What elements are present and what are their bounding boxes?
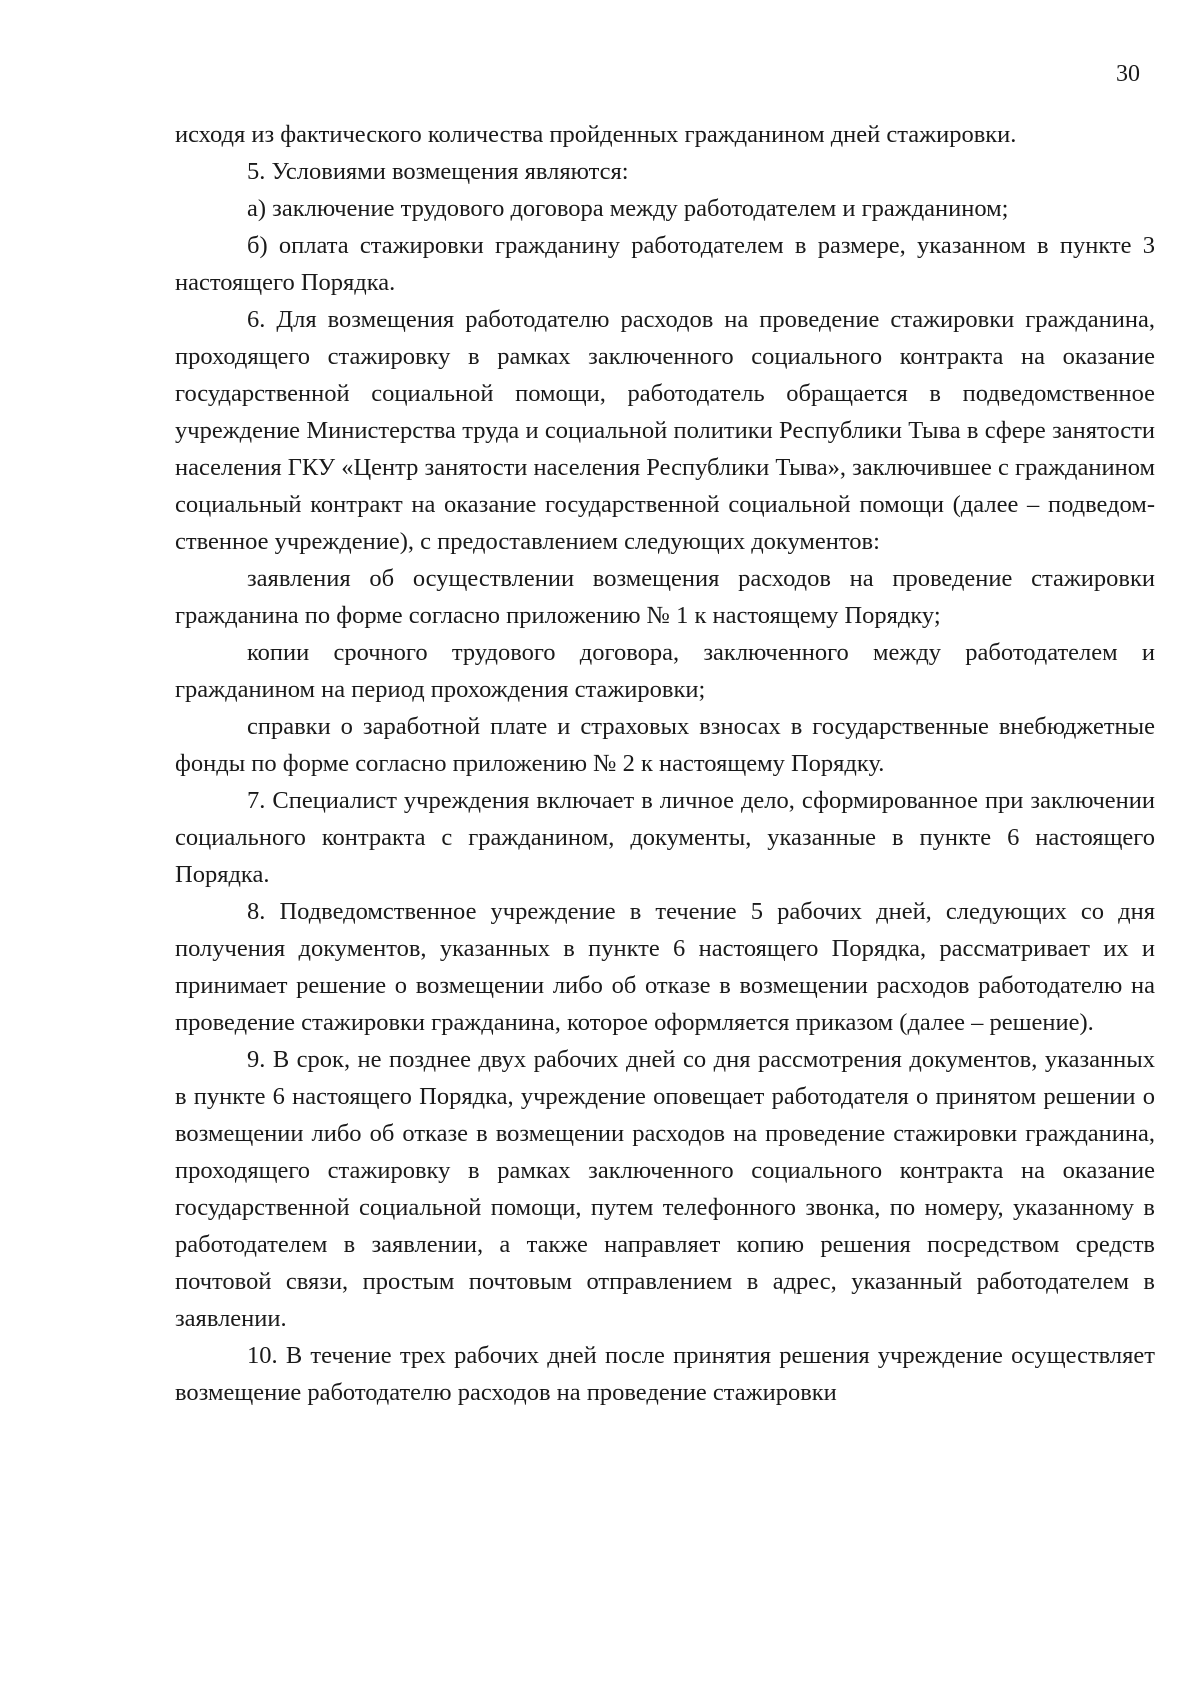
paragraph-continuation: исходя из фактического количества пройденных гражданином дней стажировки.	[175, 121, 1017, 148]
paragraph-item-8: 8. Подведомственное учреждение в течение 5 рабочих дней, следующих со дня получения документов, указанных в пункте 6 настоящего Порядка, рассматривает их и принимает решение о возмещении либо об отказе в возмещении расходов работодателю на проведение стажировки гражданина, которое оформляется приказом (далее – решение).	[175, 898, 1155, 1036]
paragraph-doc-salary-certificate: справки о заработной плате и страховых взносах в государственные внебюджетные фонды по форме согласно приложению № 2 к настоящему Порядку.	[175, 713, 1155, 777]
paragraph-item-5: 5. Условиями возмещения являются:	[247, 158, 629, 185]
paragraph-item-7: 7. Специалист учреждения включает в личное дело, сформированное при заключении социального контракта с гражданином, документы, указанные в пункте 6 настоящего Порядка.	[175, 787, 1155, 888]
document-body	[175, 116, 1155, 1411]
paragraph-doc-contract-copy: копии срочного трудового договора, заключенного между работодателем и гражданином на период прохождения стажировки;	[175, 639, 1155, 703]
paragraph-item-9: 9. В срок, не позднее двух рабочих дней со дня рассмотрения документов, указанных в пункте 6 настоящего Порядка, учреждение оповещает работодателя о принятом решении о возмещении либо об отказе в возмещении расходов на проведение стажировки гражданина, проходящего стажировку в рамках заключенного социального контракта на оказание государственной социальной помощи, путем телефонного звонка, по номеру, указанному в работодателем в заявлении, а также направляет копию решения посредством средств почтовой связи, простым почтовым отправлением в адрес, указанный работодателем в заявлении.	[175, 1046, 1155, 1332]
paragraph-item-6: 6. Для возмещения работодателю расходов на проведение стажировки гражданина, проходящего стажировку в рамках заключенного социального контракта на оказание государственной социальной помощи, работодатель обращается в подведомственное учреждение Министерства труда и социальной политики Республики Тыва в сфере занятости населения ГКУ «Центр занятости населения Республики Тыва», заключившее с гражданином социальный контракт на оказание государственной социальной помощи (далее – подведомственное учреждение), с предоставлением следующих документов:	[175, 306, 1155, 555]
paragraph-item-5b: б) оплата стажировки гражданину работодателем в размере, указанном в пункте 3 настоящего Порядка.	[175, 232, 1155, 296]
paragraph-item-10: 10. В течение трех рабочих дней после принятия решения учреждение осуществляет возмещение работодателю расходов на проведение стажировки	[175, 1342, 1155, 1406]
paragraph-item-5a: а) заключение трудового договора между работодателем и гражданином;	[247, 195, 1009, 222]
page-number: 30	[1116, 61, 1140, 87]
paragraph-doc-application: заявления об осуществлении возмещения расходов на проведение стажировки гражданина по форме согласно приложению № 1 к настоящему Порядку;	[175, 565, 1155, 629]
